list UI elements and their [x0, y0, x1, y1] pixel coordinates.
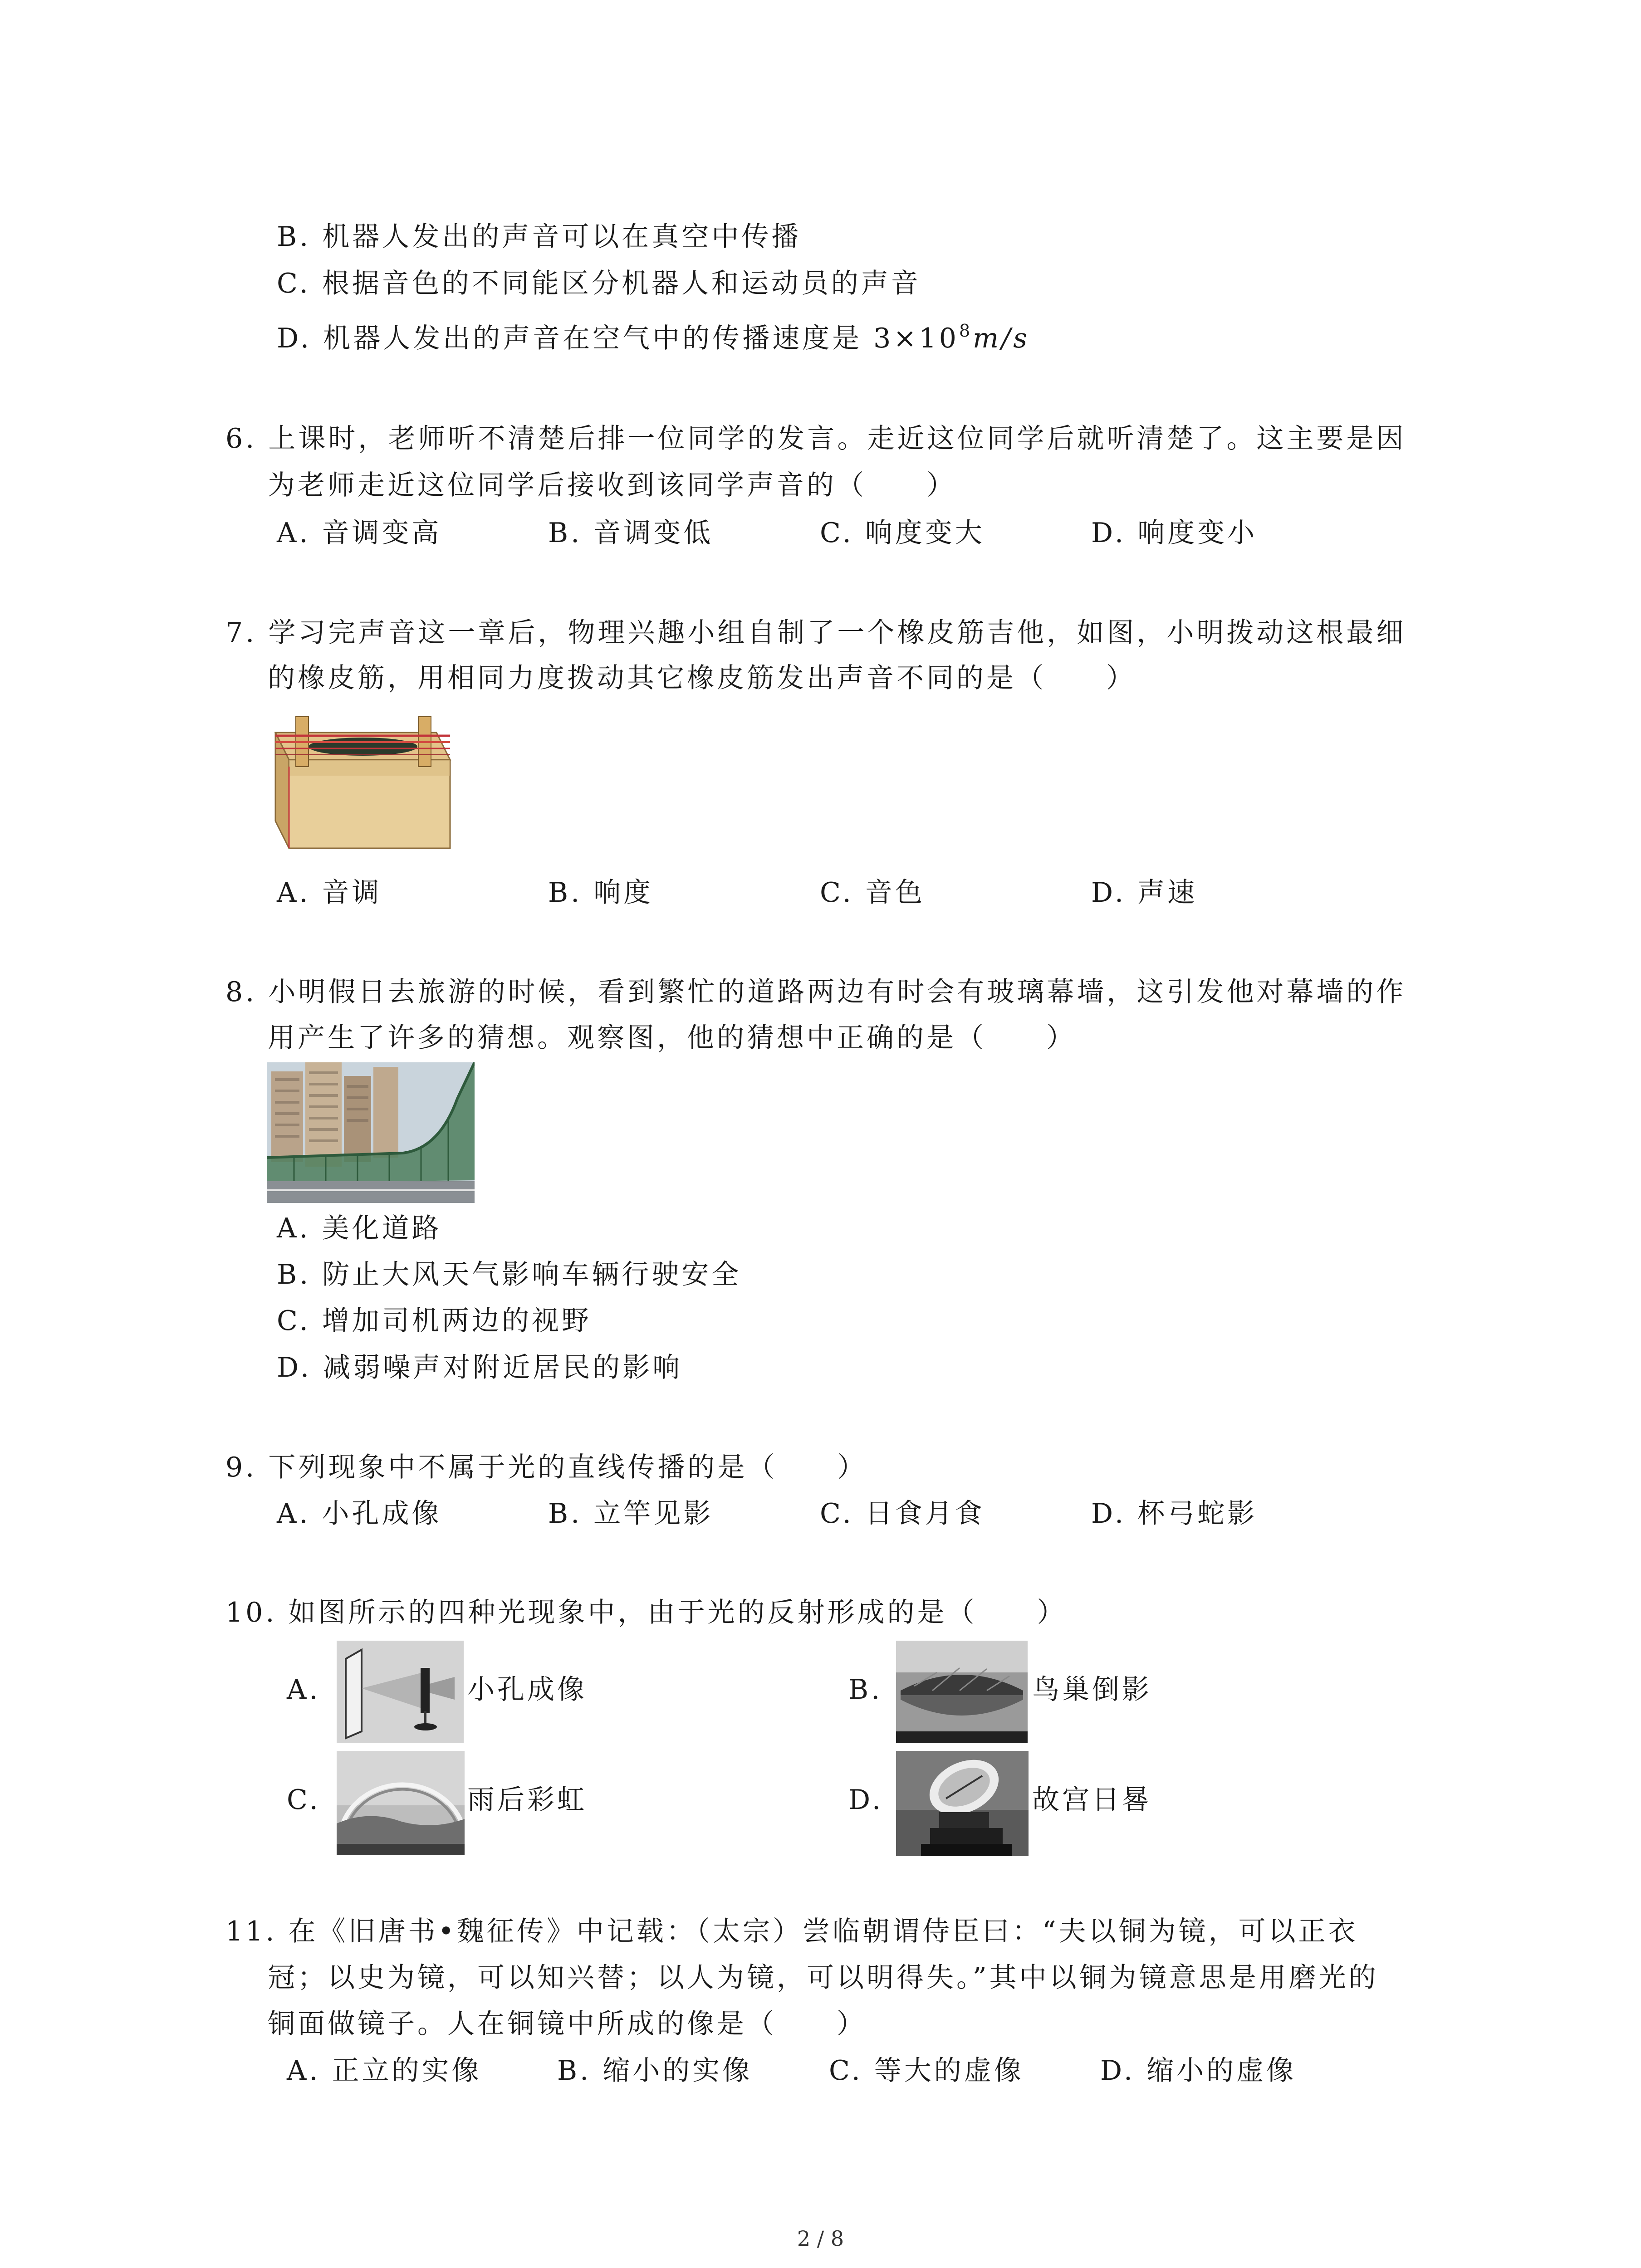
- q11-option-d: D. 缩小的虚像: [1100, 2055, 1297, 2087]
- birds-nest-reflection-photo: [896, 1641, 1028, 1743]
- q8-option-a: A. 美化道路: [277, 1212, 442, 1244]
- q5-option-d-exp: 8: [959, 321, 973, 341]
- page-number: 2 / 8: [797, 2226, 844, 2251]
- q6-option-a: A. 音调变高: [277, 517, 442, 549]
- q9-option-b: B. 立竿见影: [548, 1498, 714, 1530]
- q5-option-c: C. 根据音色的不同能区分机器人和运动员的声音: [277, 268, 921, 299]
- q6-stem-line1: 6. 上课时，老师听不清楚后排一位同学的发言。走近这位同学后就听清楚了。这主要是因: [225, 423, 1406, 455]
- q10-option-c-letter: C.: [287, 1784, 321, 1816]
- q10-option-c-caption: 雨后彩虹: [467, 1784, 587, 1816]
- q5-option-b: B. 机器人发出的声音可以在真空中传播: [277, 221, 802, 253]
- q7-option-c: C. 音色: [820, 877, 925, 909]
- glass-noise-barrier-photo: [267, 1062, 475, 1203]
- q7-stem-line2: 的橡皮筋，用相同力度拨动其它橡皮筋发出声音不同的是（ ）: [268, 662, 1136, 694]
- q5-option-d: [277, 320, 1030, 357]
- q6-stem-line2: 为老师走近这位同学后接收到该同学声音的（ ）: [268, 469, 956, 501]
- q9-option-c: C. 日食月食: [820, 1498, 985, 1530]
- q11-stem-line3: 铜面做镜子。人在铜镜中所成的像是（ ）: [268, 2008, 867, 2040]
- q8-option-b: B. 防止大风天气影响车辆行驶安全: [277, 1259, 742, 1290]
- q10-option-d-caption: 故宫日晷: [1032, 1784, 1152, 1816]
- q11-option-b: B. 缩小的实像: [557, 2055, 753, 2087]
- q10-option-d-letter: D.: [848, 1784, 884, 1816]
- q11-option-c: C. 等大的虚像: [829, 2055, 1024, 2087]
- rubber-band-guitar-figure: [269, 712, 459, 862]
- q7-option-a: A. 音调: [277, 877, 382, 909]
- q10-stem: 10. 如图所示的四种光现象中，由于光的反射形成的是（ ）: [225, 1597, 1067, 1628]
- q10-option-a-letter: A.: [287, 1674, 321, 1706]
- q10-option-b-caption: 鸟巢倒影: [1032, 1674, 1152, 1706]
- q10-option-a-caption: 小孔成像: [467, 1674, 587, 1706]
- q5-option-d-unit: m/s: [973, 323, 1030, 354]
- q5-option-d-text: D. 机器人发出的声音在空气中的传播速度是 3×10: [277, 323, 959, 354]
- forbidden-city-sundial-photo: [896, 1751, 1029, 1856]
- rainbow-photo: [337, 1751, 465, 1855]
- q9-option-a: A. 小孔成像: [277, 1498, 442, 1530]
- q6-option-c: C. 响度变大: [820, 517, 985, 549]
- q8-option-d: D. 减弱噪声对附近居民的影响: [277, 1352, 683, 1383]
- q7-option-d: D. 声速: [1091, 877, 1198, 909]
- q10-option-b-letter: B.: [848, 1674, 883, 1706]
- q8-option-c: C. 增加司机两边的视野: [277, 1305, 592, 1337]
- q11-stem-line2: 冠；以史为镜，可以知兴替；以人为镜，可以明得失。”其中以铜为镜意思是用磨光的: [268, 1962, 1379, 1994]
- pinhole-imaging-photo: [337, 1641, 464, 1743]
- q9-option-d: D. 杯弓蛇影: [1091, 1498, 1258, 1530]
- q6-option-d: D. 响度变小: [1091, 517, 1258, 549]
- q11-option-a: A. 正立的实像: [287, 2055, 482, 2087]
- q7-option-b: B. 响度: [548, 877, 654, 909]
- q8-stem-line1: 8. 小明假日去旅游的时候，看到繁忙的道路两边有时会有玻璃幕墙，这引发他对幕墙的作: [225, 976, 1406, 1008]
- q7-stem-line1: 7. 学习完声音这一章后，物理兴趣小组自制了一个橡皮筋吉他，如图，小明拨动这根最细: [225, 617, 1406, 649]
- q9-stem: 9. 下列现象中不属于光的直线传播的是（ ）: [225, 1452, 867, 1483]
- q11-stem-line1: 11. 在《旧唐书•魏征传》中记载：（太宗）尝临朝谓侍臣曰：“夫以铜为镜，可以正衣: [225, 1916, 1358, 1947]
- q8-stem-line2: 用产生了许多的猜想。观察图，他的猜想中正确的是（ ）: [268, 1022, 1076, 1054]
- q6-option-b: B. 音调变低: [548, 517, 714, 549]
